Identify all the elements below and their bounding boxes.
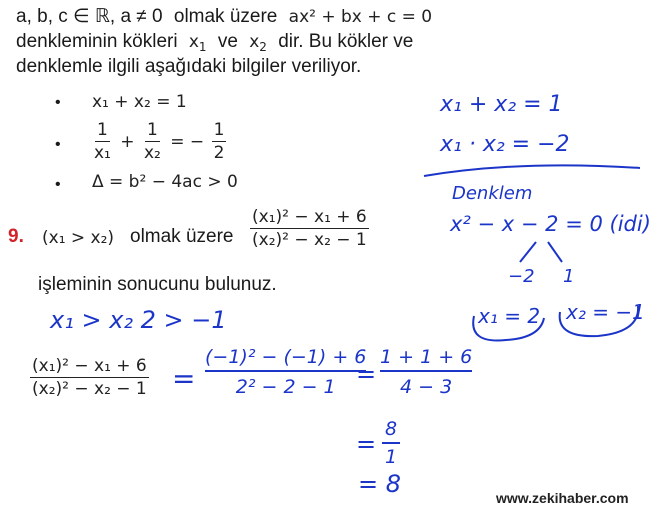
hw-step-1-numerator: (−1)² − (−1) + 6 (205, 346, 366, 372)
hw-step-1-denominator: 2² − 2 − 1 (235, 376, 336, 398)
bullet-2-reciprocals: $\frac{1}{\text{x₁}}$ + $\frac{1}{\text{x₂}}$ = − $\frac{1}{2}$ (94, 120, 225, 163)
ink-underline-swoosh (424, 165, 640, 176)
hw-equals-2: = (356, 360, 377, 388)
set-condition: a, b, c ∈ ℝ, a ≠ 0 (16, 6, 163, 27)
root-x1: $x_1$ (188, 32, 207, 54)
solution-printed-fraction: $\frac{\text{(x₁)² − x₁ + 6}}{\text{(x₂)² − x₂ − 1}}$ (32, 356, 147, 399)
dir-text: dir. Bu kökler ve (278, 31, 414, 52)
watermark: www.zekihaber.com (496, 490, 629, 506)
bullet-1-sum: x₁ + x₂ = 1 (92, 92, 187, 112)
hw-root-2: x₂ = −1 (566, 300, 645, 324)
ink-factor-line-right (548, 242, 562, 262)
bullet-2-mark: • (55, 136, 61, 153)
hw-root-1: x₁ = 2 (478, 304, 541, 328)
question-fraction-denominator: (x₂)² − x₂ − 1 (252, 230, 367, 250)
problem-line-3: denklemle ilgili aşağıdaki bilgiler veriliyor. (16, 56, 362, 77)
ink-root-1-circle (473, 316, 544, 341)
hw-equals-3: = (356, 430, 377, 458)
question-olmak-uzere: olmak üzere (130, 226, 234, 247)
question-number: 9. (8, 226, 24, 247)
hw-result: = 8 (358, 470, 402, 498)
ve-text: ve (217, 31, 238, 52)
bullet-3-mark: • (55, 176, 61, 193)
bullet-3-discriminant: Δ = b² − 4ac > 0 (92, 172, 238, 192)
hw-step-3-denominator: 1 (385, 446, 398, 468)
hw-factor-right: 1 (563, 266, 575, 287)
hw-factor-left: −2 (508, 266, 535, 287)
roots-text: denkleminin kökleri (16, 31, 178, 52)
quadratic-equation: ax² + bx + c = 0 (288, 7, 433, 27)
root-x2: $x_2$ (249, 32, 267, 54)
hw-denklem-label: Denklem (452, 183, 533, 204)
question-prompt: işleminin sonucunu bulunuz. (38, 274, 277, 295)
hw-step-3-numerator: 8 (382, 418, 400, 444)
question-fraction-numerator: (x₁)² − x₁ + 6 (252, 207, 367, 227)
hw-step-2-denominator: 4 − 3 (400, 376, 453, 398)
hw-equation: x² − x − 2 = 0 (idi) (450, 212, 651, 236)
hw-order: x₁ > x₂ 2 > −1 (50, 306, 227, 334)
question-condition: (x₁ > x₂) (42, 228, 115, 248)
ink-factor-line-left (520, 242, 536, 262)
hw-step-2-numerator: 1 + 1 + 6 (380, 346, 472, 372)
hw-sum: x₁ + x₂ = 1 (440, 92, 563, 117)
bullet-1-mark: • (55, 94, 61, 111)
hw-product: x₁ · x₂ = −2 (440, 132, 570, 157)
olmak-uzere-text: olmak üzere (173, 6, 278, 27)
ink-root-2-circle (560, 306, 638, 336)
hw-equals-1: = (172, 362, 196, 395)
